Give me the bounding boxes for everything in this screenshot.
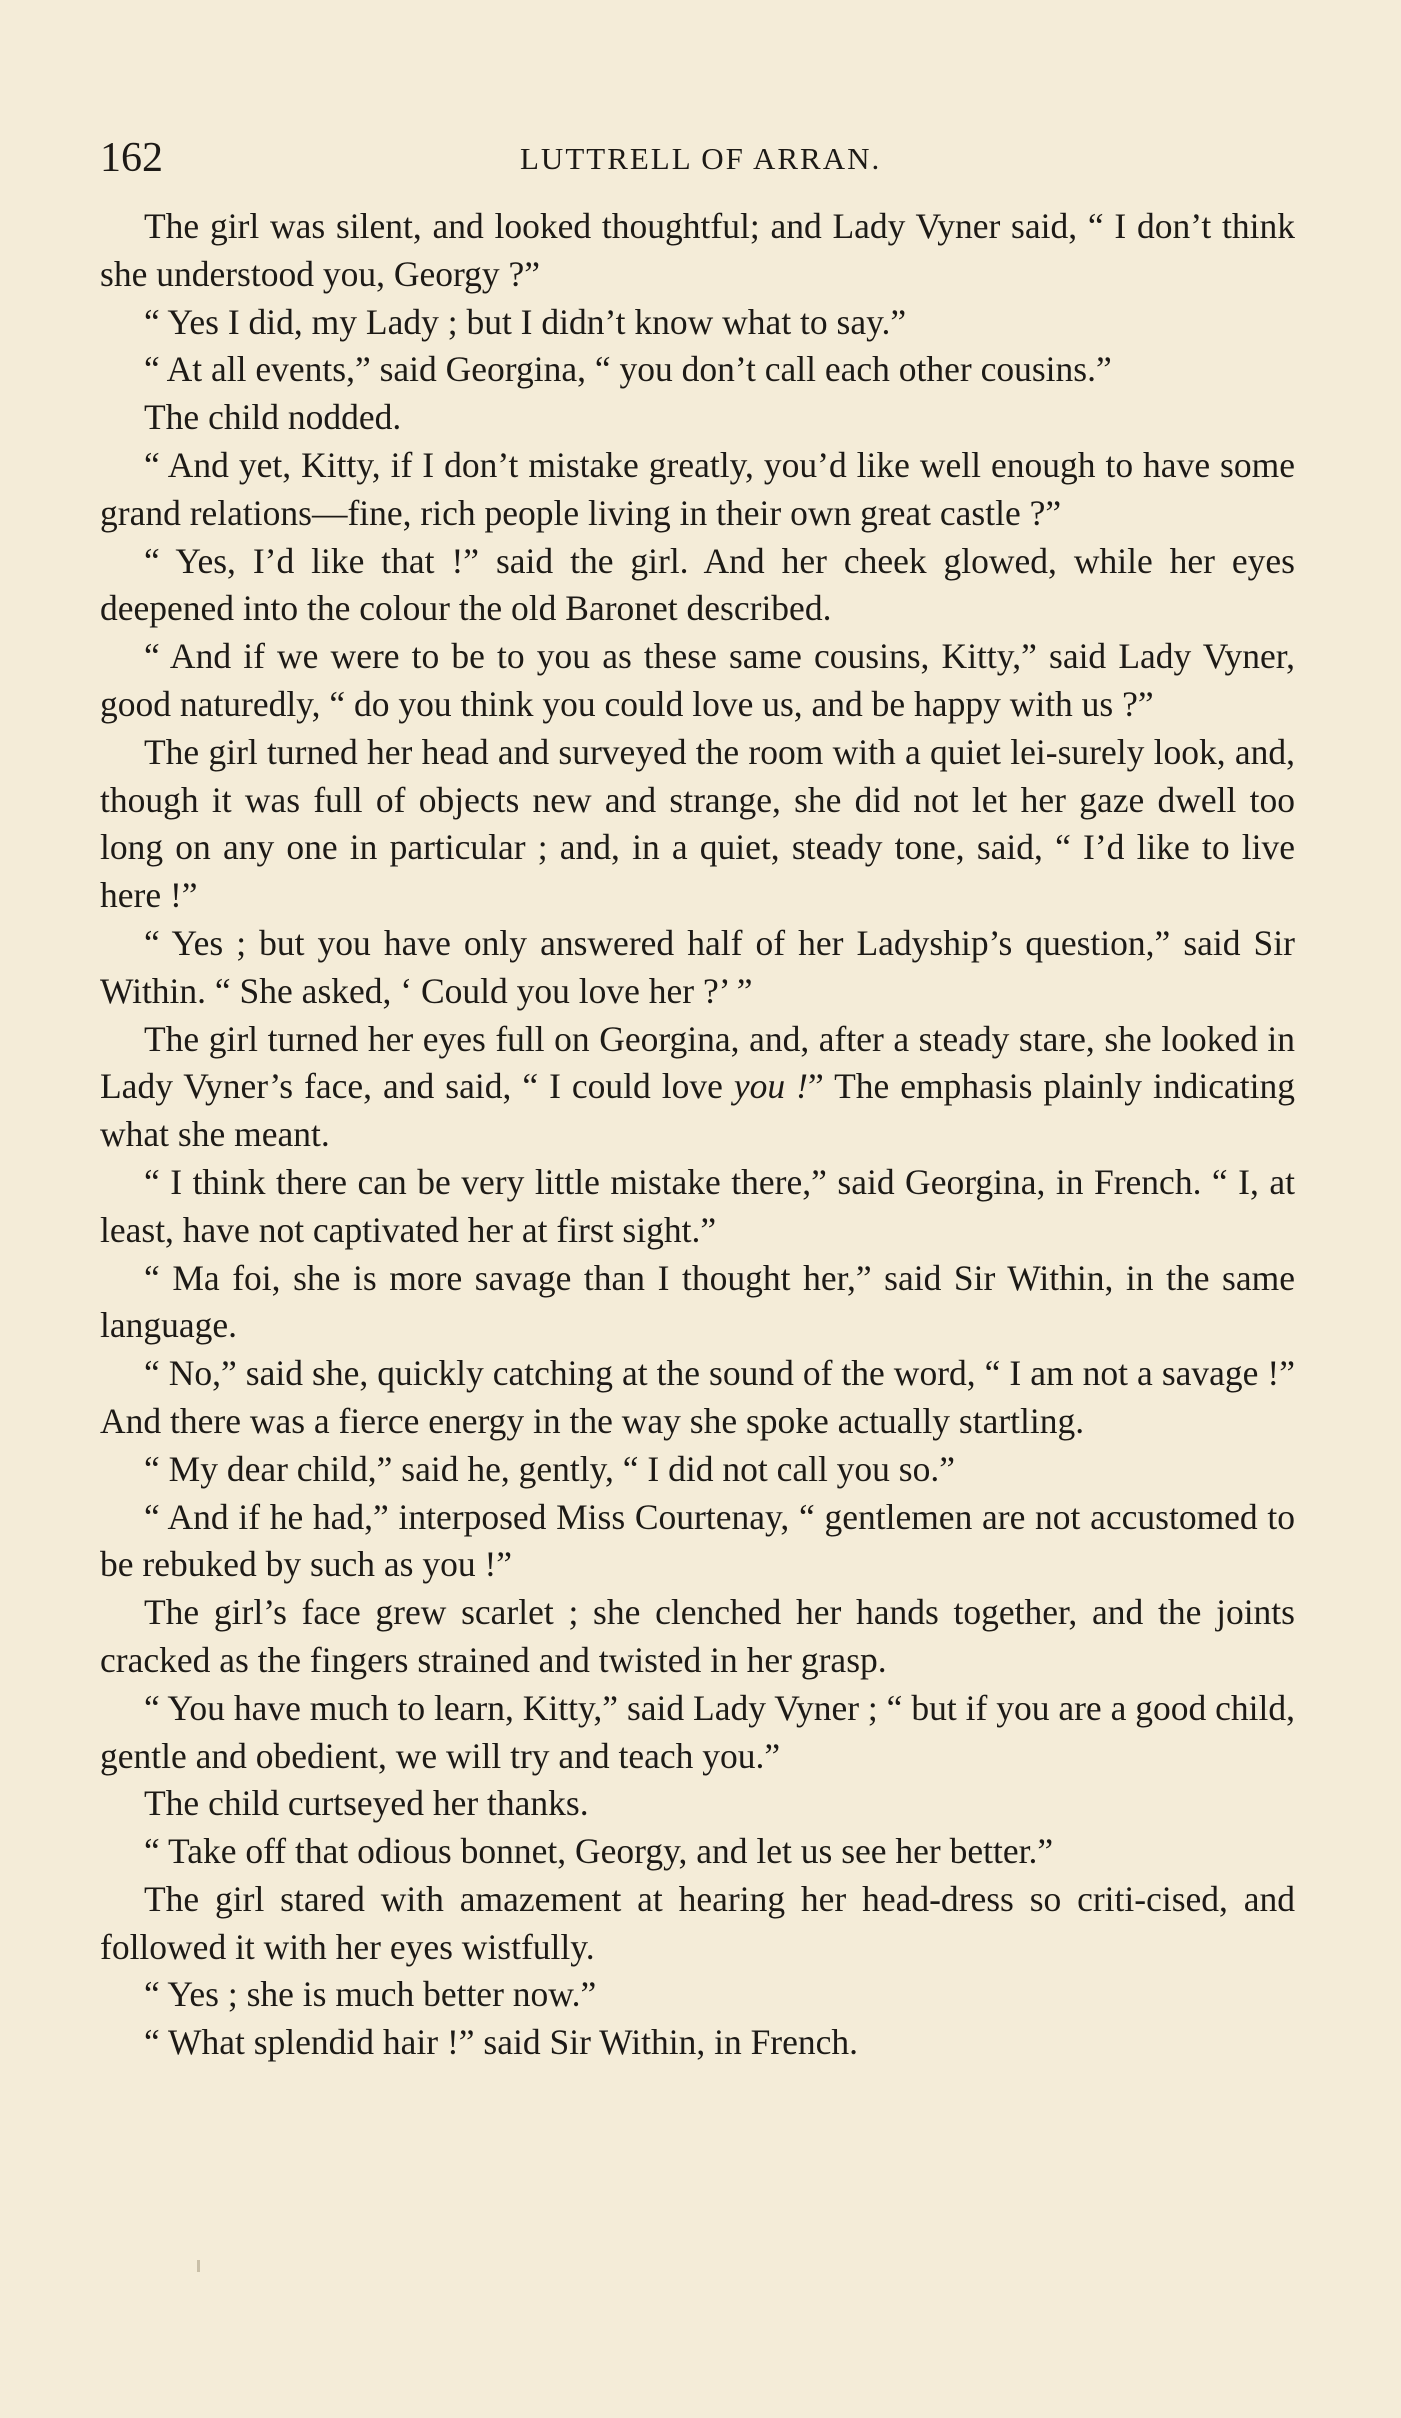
paragraph-with-emphasis — [100, 1016, 1295, 1159]
paragraph: “ Yes ; she is much better now.” — [144, 1974, 597, 2015]
paragraph: The girl stared with amazement at hearing her head-dress so criti-cised, and followed it with her eyes wistfully. — [100, 1878, 1295, 1967]
paragraph: “ Ma foi, she is more savage than I thought her,” said Sir Within, in the same language. — [100, 1257, 1295, 1346]
paragraph: The girl’s face grew scarlet ; she clenched her hands together, and the joints cracked as the fingers strained and twisted in her grasp. — [100, 1592, 1295, 1680]
paragraph: “ And if he had,” interposed Miss Courtenay, “ gentlemen are not accustomed to be rebuked by such as you !” — [100, 1496, 1295, 1585]
paragraph: “ You have much to learn, Kitty,” said Lady Vyner ; “ but if you are a good child, gentle and obedient, we will try and teach you.” — [100, 1687, 1295, 1776]
emphasis-after: ” The emphasis plainly indicating what she meant. — [100, 1066, 1295, 1155]
paragraph: “ No,” said she, quickly catching at the sound of the word, “ I am not a savage !” And there was a fierce energy in the way she spoke actually startling. — [100, 1353, 1295, 1441]
paragraph: “ At all events,” said Georgina, “ you don’t call each other cousins.” — [144, 349, 1112, 390]
paragraph: “ Yes I did, my Lady ; but I didn’t know what to say.” — [144, 301, 907, 342]
emphasis-before: The girl turned her eyes full on Georgina, and, after a steady stare, she looked in Lady Vyner’s face, and said, “ I could love — [100, 1018, 1295, 1107]
paragraph: The girl turned her head and surveyed the room with a quiet lei-surely look, and, though it was full of objects new and strange, she did not let her gaze dwell too long on any one in particular ; and, in a quiet, steady tone, said, “ I’d like to live here !” — [100, 731, 1295, 916]
running-head: LUTTRELL OF ARRAN. — [520, 141, 882, 176]
paragraph: “ What splendid hair !” said Sir Within, in French. — [144, 2022, 859, 2063]
paragraph: The girl was silent, and looked thoughtful; and Lady Vyner said, “ I don’t think she understood you, Georgy ?” — [100, 206, 1295, 294]
body-text — [100, 203, 1295, 2067]
page-number: 162 — [100, 135, 163, 181]
paragraph: “ And if we were to be to you as these same cousins, Kitty,” said Lady Vyner, good naturedly, “ do you think you could love us, and be happy with us ?” — [100, 636, 1295, 724]
paragraph: “ My dear child,” said he, gently, “ I did not call you so.” — [144, 1448, 956, 1489]
page-header — [100, 128, 1300, 188]
paragraph: The child curtseyed her thanks. — [144, 1783, 589, 1824]
emphasis-word: you ! — [733, 1066, 808, 1107]
paragraph: “ And yet, Kitty, if I don’t mistake greatly, you’d like well enough to have some grand relations—fine, rich people living in their own great castle ?” — [100, 444, 1295, 533]
paragraph: “ Take off that odious bonnet, Georgy, and let us see her better.” — [144, 1831, 1054, 1872]
paragraph: “ I think there can be very little mistake there,” said Georgina, in French. “ I, at least, have not captivated her at first sight.” — [100, 1161, 1295, 1250]
paragraph: The child nodded. — [144, 397, 402, 438]
paragraph: “ Yes, I’d like that !” said the girl. And her cheek glowed, while her eyes deepened into the colour the old Baronet described. — [100, 540, 1295, 629]
paper-speck — [197, 2260, 200, 2272]
paragraph: “ Yes ; but you have only answered half of her Ladyship’s question,” said Sir Within. “ She asked, ‘ Could you love her ?’ ” — [100, 922, 1295, 1011]
